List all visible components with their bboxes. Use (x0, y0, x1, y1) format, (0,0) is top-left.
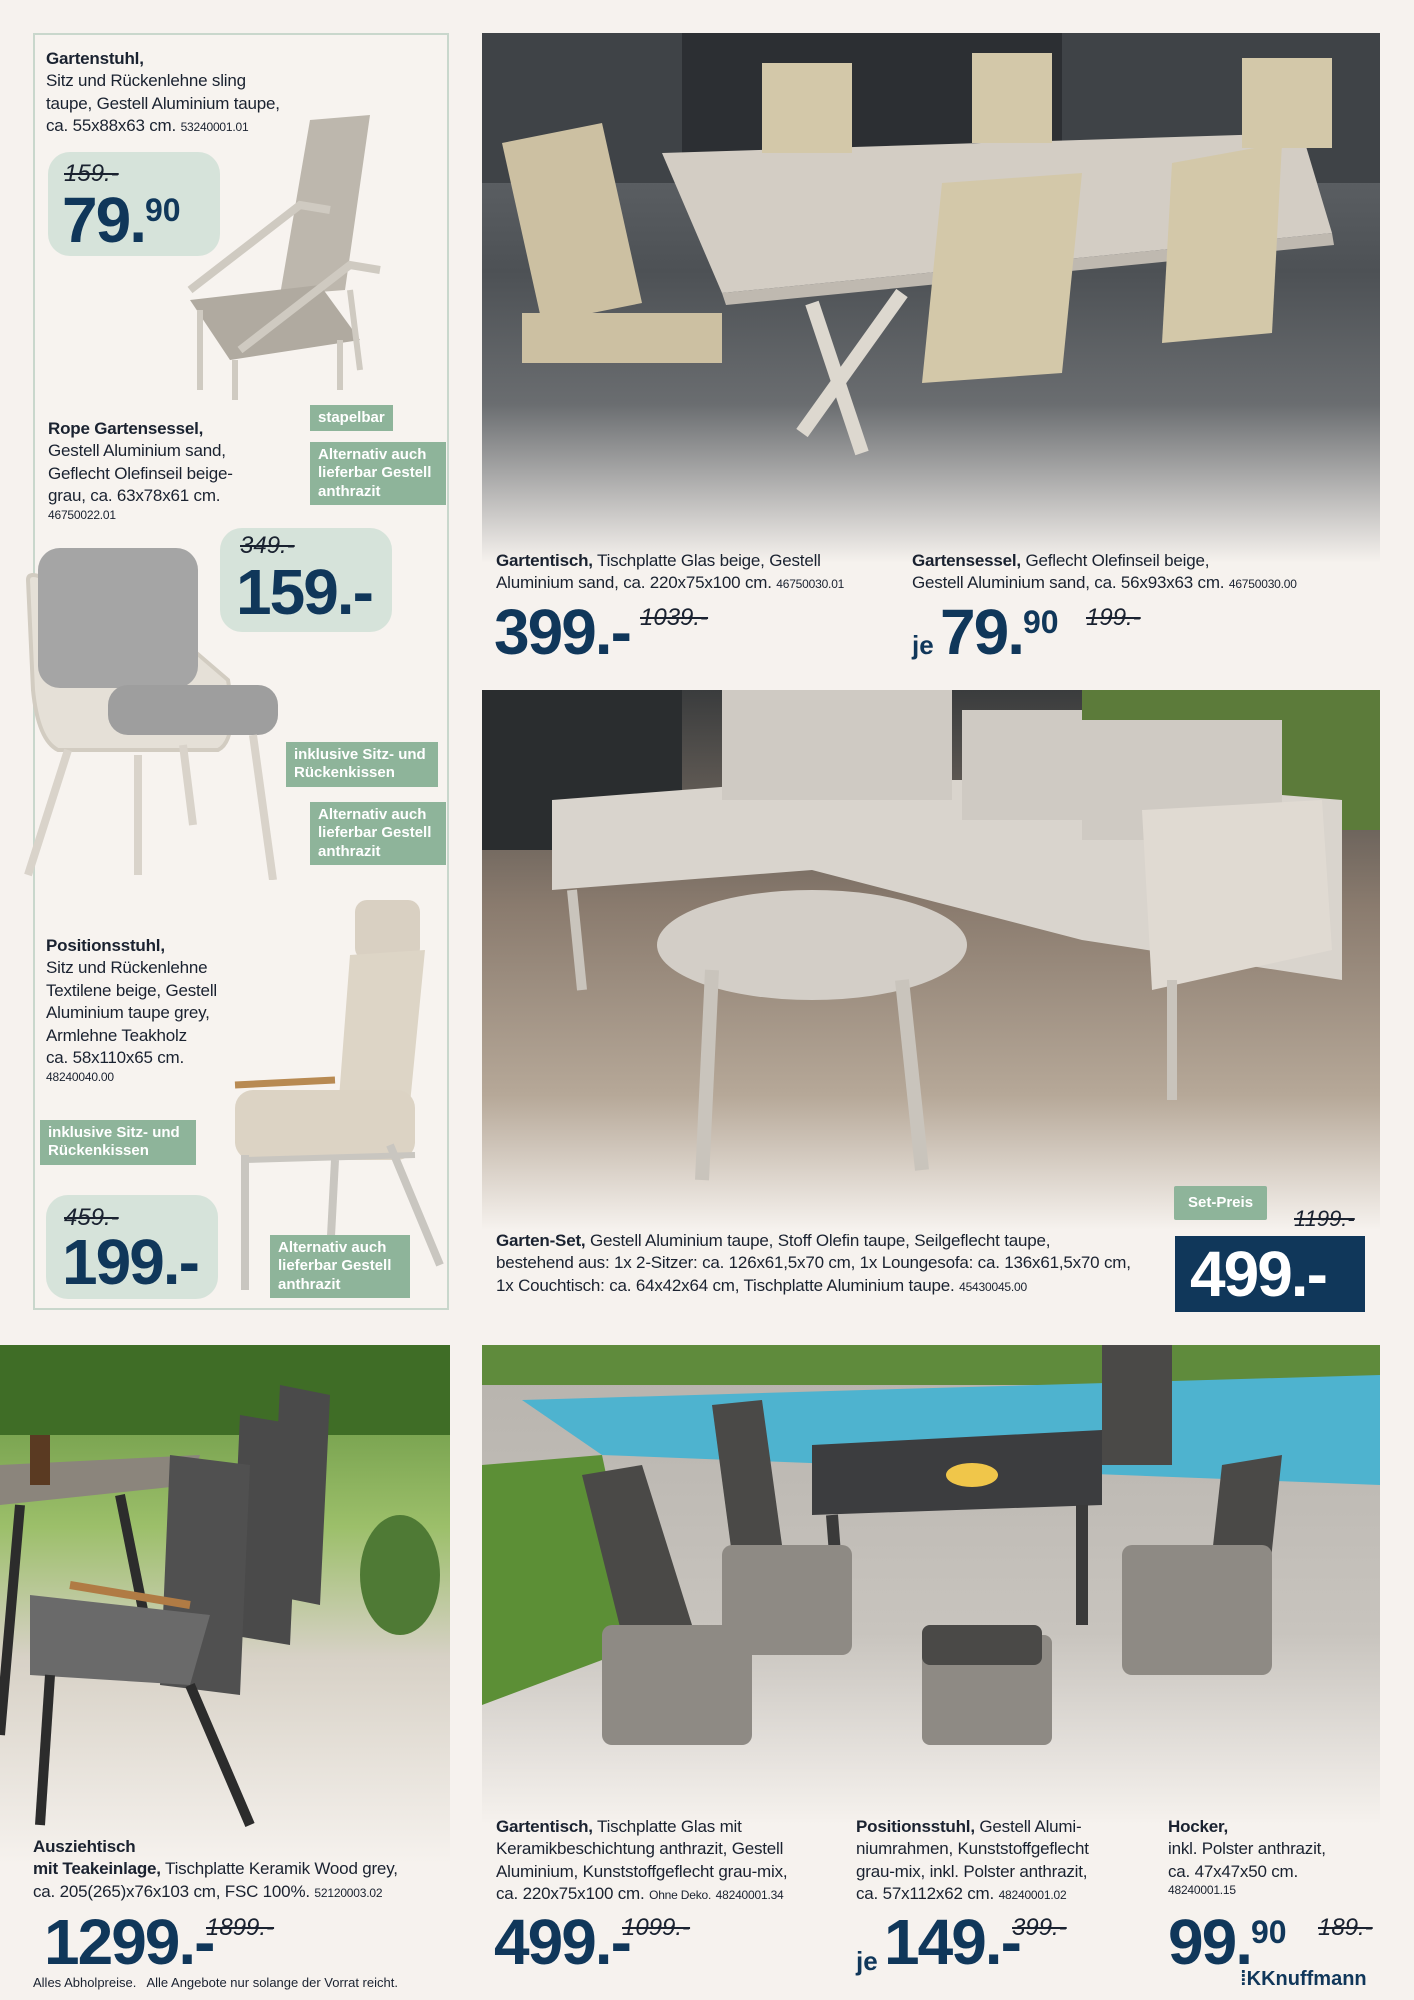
rattan-chair-old-price: 399.- (1012, 1914, 1067, 1941)
chair1-price (62, 184, 181, 256)
armchair-title: Gartensessel, (912, 551, 1021, 570)
chair1-alternative-tag (310, 442, 446, 505)
rattan-table-text: ca. 220x75x100 cm. (496, 1884, 645, 1904)
armchair-price-cents: 90 (1022, 604, 1059, 640)
chair2-article-number: 46750022.01 (48, 507, 116, 522)
armchair-text: Gestell Aluminium sand, ca. 56x93x63 cm. (912, 573, 1225, 593)
chair2-alternative-tag (310, 802, 446, 865)
tag-line: inklusive Sitz- und (294, 746, 426, 763)
chair1-line: Sitz und Rückenlehne sling (46, 71, 246, 91)
dining-set-photo (482, 33, 1380, 563)
stool-description (1168, 1816, 1326, 1899)
chair2-line: Geflecht Olefinseil beige- (48, 463, 233, 483)
rattan-table-note: Ohne Deko. (649, 1888, 712, 1903)
set-price-label: Set-Preis (1174, 1186, 1267, 1220)
lounge-set-text: Gestell Aluminium taupe, Stoff Olefin taupe, Seilgeflecht taupe, (585, 1231, 1051, 1250)
rattan-chair-title: Positionsstuhl, (856, 1817, 975, 1836)
chair1-title: Gartenstuhl, (46, 49, 144, 68)
chair2-cushion-tag (286, 742, 438, 787)
rattan-table-text: Aluminium, Kunststoffgeflecht grau-mix, (496, 1861, 788, 1881)
lounge-set-photo (482, 690, 1380, 1230)
extendable-table-title: mit Teakeinlage, (33, 1859, 161, 1879)
table1-title: Gartentisch, (496, 551, 593, 570)
chair3-line: Armlehne Teakholz (46, 1025, 187, 1045)
chair3-cushion-tag (40, 1120, 196, 1165)
rattan-chair-text: niumrahmen, Kunststoffgeflecht (856, 1839, 1089, 1859)
chair3-price: 199.- (62, 1226, 198, 1298)
tag-line: anthrazit (318, 842, 381, 860)
rattan-dining-photo (482, 1345, 1380, 1825)
armchair-text: Geflecht Olefinseil beige, (1020, 551, 1210, 570)
chair1-price-cents: 90 (144, 192, 181, 228)
extendable-table-photo (0, 1345, 450, 1865)
rattan-table-text: Tischplatte Glas mit (592, 1817, 742, 1836)
chair2-price: 159.- (236, 556, 372, 628)
knuffmann-logo (1240, 1968, 1367, 1991)
chair2-description (48, 418, 233, 524)
table1-text: Tischplatte Glas beige, Gestell (592, 551, 821, 570)
extendable-table-description (33, 1836, 398, 1903)
stool-price-cents: 90 (1250, 1914, 1287, 1950)
tag-line: Rückenkissen (48, 1142, 149, 1160)
knuffmann-logo-mark: ⁞K (1240, 1968, 1262, 1990)
lounge-set-old-price: 1199.- (1294, 1206, 1355, 1231)
rattan-chair-text: ca. 57x112x62 cm. (856, 1884, 995, 1904)
stool-price (1168, 1906, 1287, 1978)
tag-line: Rückenkissen (294, 764, 395, 782)
rattan-chair-article-number: 48240001.02 (998, 1888, 1067, 1903)
stool-text: inkl. Polster anthrazit, (1168, 1839, 1326, 1859)
chair1-line: taupe, Gestell Aluminium taupe, (46, 93, 280, 113)
table1-text: Aluminium sand, ca. 220x75x100 cm. (496, 573, 772, 593)
tag-line: lieferbar Gestell (318, 824, 432, 842)
stool-text: ca. 47x47x50 cm. (1168, 1861, 1299, 1881)
rattan-chair-each-label: je (856, 1946, 878, 1976)
extendable-table-title: Ausziehtisch (33, 1837, 136, 1856)
chair1-old-price: 159.- (64, 160, 119, 187)
table1-price: 399.- (494, 596, 630, 668)
chair3-line: Textilene beige, Gestell (46, 980, 217, 1000)
tag-line: Alternativ auch (318, 806, 427, 823)
rattan-table-description (496, 1816, 787, 1906)
chair2-line: grau, ca. 63x78x61 cm. (48, 486, 221, 506)
lounge-set-article-number: 45430045.00 (959, 1279, 1027, 1294)
rattan-chair-price: 149.- (884, 1906, 1020, 1978)
table1-description (496, 550, 844, 595)
armchair-price-main: 79. (940, 596, 1023, 668)
knuffmann-logo-text: Knuffmann (1261, 1968, 1367, 1990)
chair3-description (46, 935, 217, 1085)
extendable-table-text: Tischplatte Keramik Wood grey, (160, 1859, 398, 1879)
stool-title: Hocker, (1168, 1817, 1229, 1836)
chair3-line: ca. 58x110x65 cm. (46, 1048, 185, 1068)
lounge-set-text: 1x Couchtisch: ca. 64x42x64 cm, Tischplatte Aluminium taupe. (496, 1275, 955, 1295)
stackable-tag: stapelbar (310, 405, 393, 431)
stool-article-number: 48240001.15 (1168, 1883, 1236, 1898)
tag-line: inklusive Sitz- und (48, 1124, 180, 1141)
chair2-line: Gestell Aluminium sand, (48, 441, 226, 461)
lounge-set-text: bestehend aus: 1x 2-Sitzer: ca. 126x61,5x70 cm, 1x Loungesofa: ca. 136x61,5x70 cm, (496, 1253, 1131, 1273)
chair3-article-number: 48240040.00 (46, 1069, 114, 1084)
chair2-title: Rope Gartensessel, (48, 419, 204, 438)
stool-price-main: 99. (1168, 1906, 1251, 1978)
chair1-description (46, 48, 280, 138)
table1-article-number: 46750030.01 (776, 577, 845, 592)
armchair-description (912, 550, 1297, 595)
chair3-alternative-tag (270, 1235, 410, 1298)
extendable-table-price: 1299.- (44, 1906, 214, 1978)
footer-note: Alles Abholpreise. Alle Angebote nur solange der Vorrat reicht. (33, 1975, 398, 1990)
chair1-article-number: 53240001.01 (180, 120, 249, 135)
armchair-old-price: 199.- (1086, 604, 1141, 631)
lounge-set-description (496, 1230, 1131, 1297)
rattan-chair-description (856, 1816, 1089, 1906)
chair1-price-main: 79. (62, 184, 145, 256)
rattan-table-text: Keramikbeschichtung anthrazit, Gestell (496, 1839, 784, 1859)
tag-line: anthrazit (278, 1275, 341, 1293)
armchair-article-number: 46750030.00 (1228, 577, 1297, 592)
armchair-each-label: je (912, 630, 934, 660)
tag-line: anthrazit (318, 482, 381, 500)
rattan-chair-text: Gestell Alumi- (974, 1817, 1082, 1836)
sling-chair-image (180, 110, 470, 400)
rope-armchair-image (18, 540, 298, 880)
lounge-set-title: Garten-Set, (496, 1231, 586, 1250)
stool-old-price: 189.- (1318, 1914, 1373, 1941)
chair3-line: Sitz und Rückenlehne (46, 958, 208, 978)
extendable-table-text: ca. 205(265)x76x103 cm, FSC 100%. (33, 1881, 310, 1901)
chair1-line: ca. 55x88x63 cm. (46, 116, 177, 136)
tag-line: lieferbar Gestell (278, 1257, 392, 1275)
extendable-table-old-price: 1899.- (206, 1914, 275, 1941)
table1-old-price: 1039.- (640, 604, 709, 631)
rattan-table-price: 499.- (494, 1906, 630, 1978)
tag-line: Alternativ auch (278, 1239, 387, 1256)
armchair-price (940, 596, 1059, 668)
chair3-old-price: 459.- (64, 1204, 119, 1231)
tag-line: Alternativ auch (318, 446, 427, 463)
chair3-line: Aluminium taupe grey, (46, 1003, 210, 1023)
extendable-table-article-number: 52120003.02 (314, 1885, 383, 1900)
chair3-title: Positionsstuhl, (46, 936, 165, 955)
lounge-set-price: 499.- (1190, 1238, 1326, 1310)
rattan-table-old-price: 1099.- (622, 1914, 691, 1941)
rattan-table-article-number: 48240001.34 (715, 1888, 784, 1903)
tag-line: lieferbar Gestell (318, 464, 432, 482)
rattan-chair-text: grau-mix, inkl. Polster anthrazit, (856, 1861, 1088, 1881)
chair2-old-price: 349.- (240, 532, 295, 559)
rattan-table-title: Gartentisch, (496, 1817, 593, 1836)
